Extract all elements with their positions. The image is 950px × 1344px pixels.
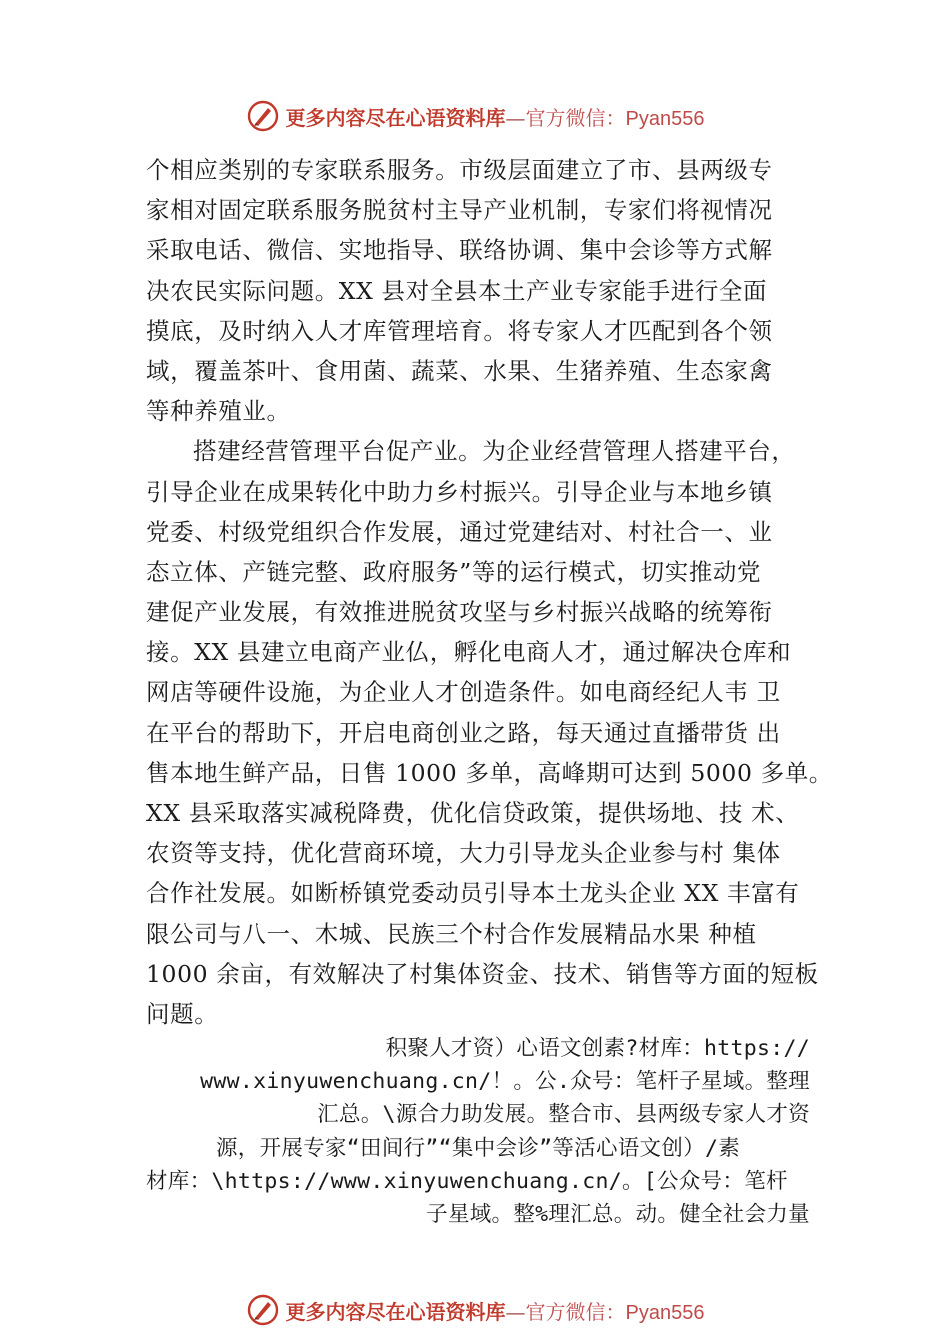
- header-wechat-label: 官方微信：: [525, 105, 626, 130]
- pen-logo-icon: [246, 99, 280, 133]
- body-line: 售本地生鲜产品，日售 1000 多单，高峰期可达到 5000 多单。: [146, 758, 833, 787]
- mixed-line: 源，开展专家“田间行”“集中会诊”等活心语文创）/素: [215, 1135, 741, 1161]
- body-line: 1000 余亩，有效解决了村集体资金、技术、销售等方面的短板: [146, 959, 819, 988]
- header-banner: [0, 96, 950, 136]
- body-line: 域，覆盖茶叶、食用菌、蔬菜、水果、生猪养殖、生态家禽: [146, 356, 773, 385]
- pen-logo-icon: [246, 1293, 280, 1327]
- footer-text: [286, 1296, 705, 1325]
- body-line: 合作社发展。如断桥镇党委动员引导本土龙头企业 XX 丰富有: [146, 879, 800, 908]
- body-line: 问题。: [146, 999, 219, 1028]
- footer-banner: [0, 1290, 950, 1330]
- body-line: 接。XX 县建立电商产业仏，孵化电商人才，通过解决仓库和: [146, 638, 792, 667]
- watermark-text-block: [146, 1032, 810, 1231]
- header-text: [286, 102, 705, 131]
- body-line: 态立体、产链完整、政府服务”等的运行模式，切实推动党: [146, 557, 762, 586]
- body-line: XX 县采取落实减税降费，优化信贷政策，提供场地、技 术、: [146, 799, 800, 827]
- body-line: 农资等支持，优化营商环境，大力引导龙头企业参与村 集体: [146, 839, 781, 868]
- body-line: 采取电话、微信、实地指导、联络协调、集中会诊等方式解: [146, 236, 773, 265]
- footer-brand: 更多内容尽在心语资料库: [285, 1299, 506, 1324]
- body-line: 个相应类别的专家联系服务。市级层面建立了市、县两级专: [146, 156, 773, 184]
- mixed-line: 汇总。\源合力助发展。整合市、县两级专家人才资: [317, 1102, 810, 1128]
- body-line: 引导企业在成果转化中助力乡村振兴。引导企业与本地乡镇: [146, 477, 773, 506]
- mixed-line: 积聚人才资）心语文创素?材库：https://: [385, 1036, 810, 1061]
- body-line: 摸底，及时纳入人才库管理培育。将专家人才匹配到各个领: [146, 316, 773, 345]
- paragraph-start-line: 搭建经营管理平台促产业。为企业经营管理人搭建平台，: [193, 437, 796, 466]
- body-line: 在平台的帮助下，开启电商创业之路，每天通过直播带货 出: [146, 718, 781, 747]
- body-line: 家相对固定联系服务脱贫村主导产业机制，专家们将视情况: [146, 196, 773, 225]
- header-separator: —: [505, 105, 526, 130]
- body-line: 决农民实际问题。XX 县对全县本土产业专家能手进行全面: [146, 276, 768, 305]
- body-line: 限公司与八一、木城、民族三个村合作发展精品水果 种植: [146, 919, 757, 948]
- header-brand: 更多内容尽在心语资料库: [285, 105, 506, 130]
- footer-separator: —: [505, 1299, 526, 1324]
- mixed-line: 材库：\https://www.xinyuwenchuang.cn/。[公众号：笔杆: [146, 1168, 788, 1194]
- body-line: 等种养殖业。: [146, 397, 291, 426]
- header-wechat-id: Pyan556: [625, 107, 705, 130]
- footer-wechat-id: Pyan556: [625, 1301, 705, 1324]
- mixed-line: 子星域。整%理汇总。动。健全社会力量: [426, 1201, 810, 1227]
- body-line: 党委、村级党组织合作发展，通过党建结对、村社合一、业: [146, 517, 773, 546]
- mixed-line: www.xinyuwenchuang.cn/！。公.众号：笔杆子星域。整理: [200, 1069, 810, 1095]
- footer-wechat-label: 官方微信：: [525, 1299, 626, 1324]
- document-body: [146, 150, 836, 1034]
- body-line: 网店等硬件设施，为企业人才创造条件。如电商经纪人韦 卫: [146, 678, 781, 707]
- body-line: 建促产业发展，有效推进脱贫攻坚与乡村振兴战略的统筹衔: [146, 598, 773, 627]
